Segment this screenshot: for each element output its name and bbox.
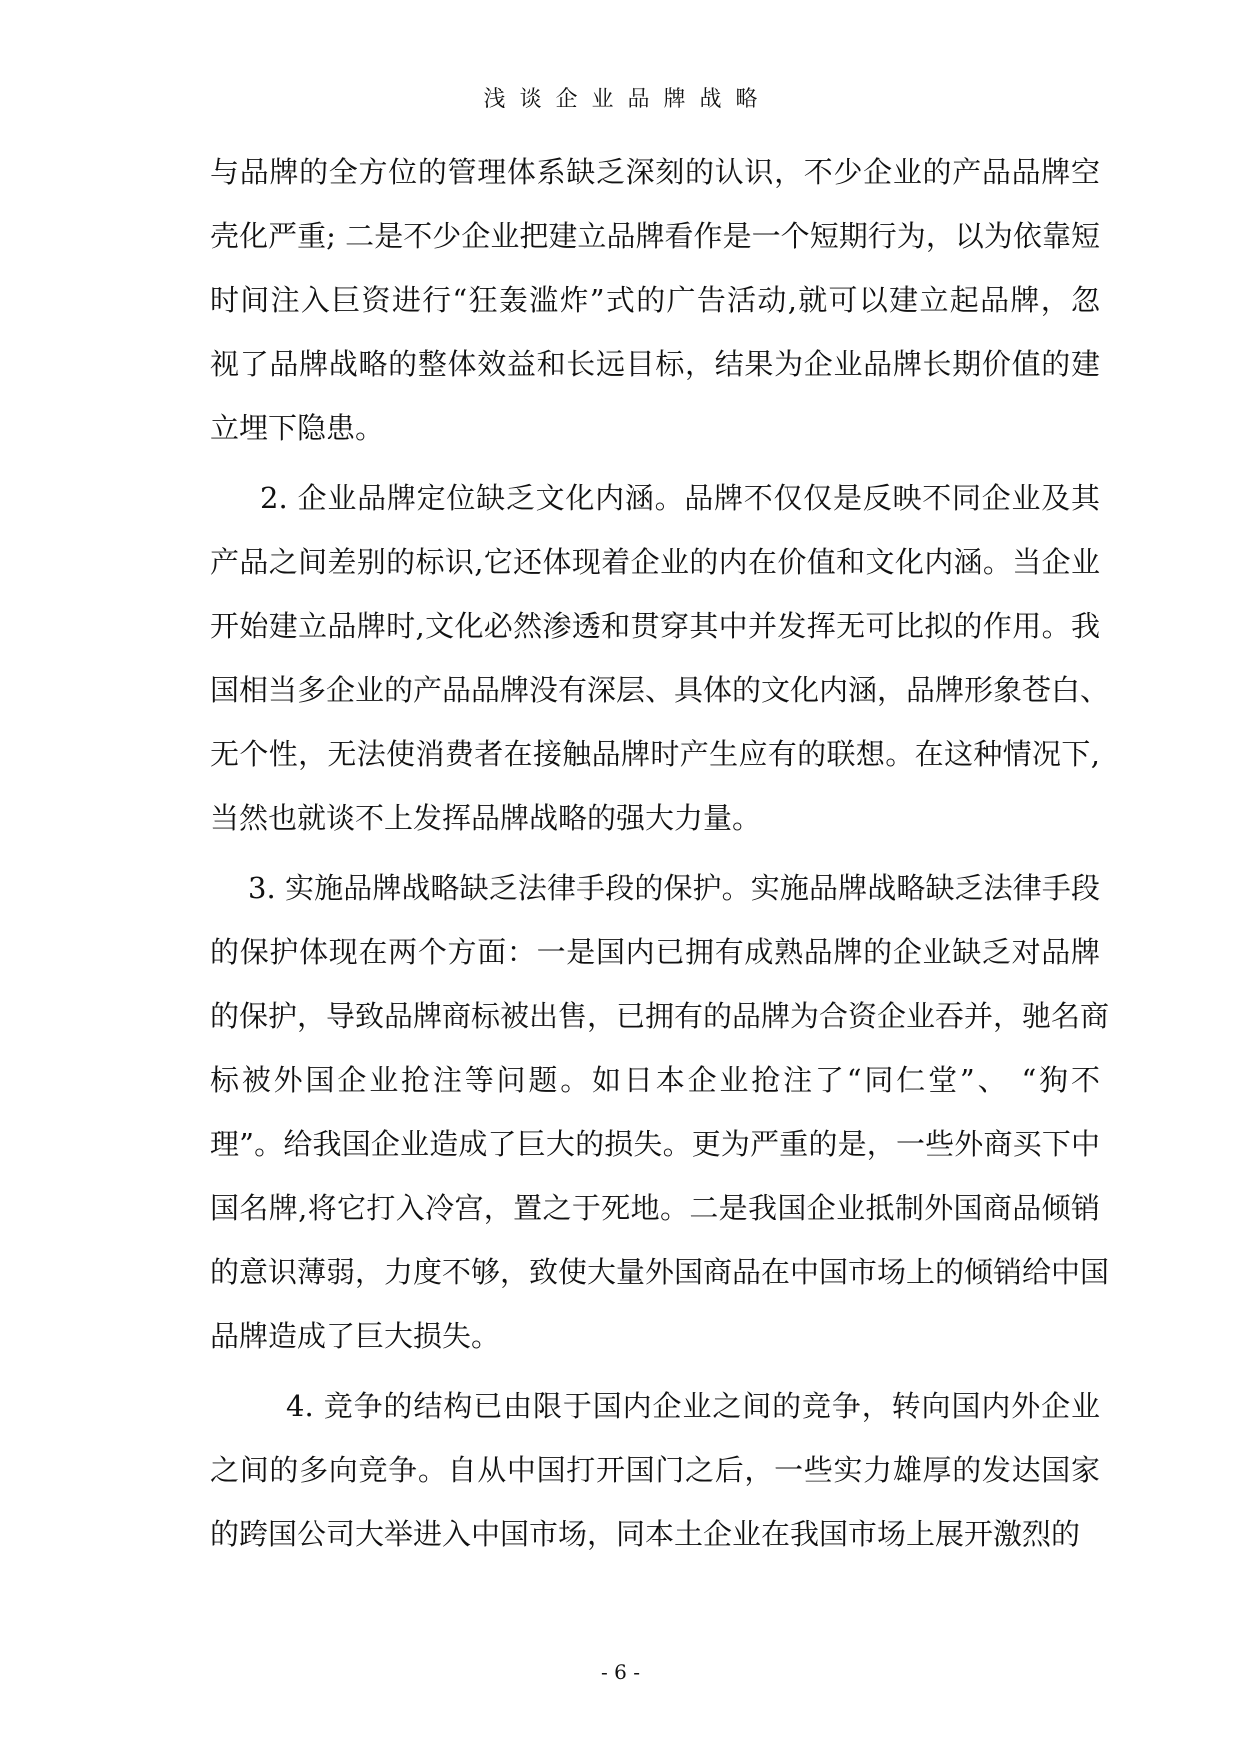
text-line: 国名牌,将它打入冷宫，置之于死地。二是我国企业抵制外国商品倾销: [210, 1191, 1100, 1225]
text-line: 的意识薄弱，力度不够，致使大量外国商品在中国市场上的倾销给中国: [210, 1255, 1110, 1289]
text-line: 3. 实施品牌战略缺乏法律手段的保护。实施品牌战略缺乏法律手段: [248, 871, 1100, 905]
paragraph-1: [210, 140, 1100, 460]
text-line: 开始建立品牌时,文化必然渗透和贯穿其中并发挥无可比拟的作用。我: [210, 609, 1100, 643]
text-line: 2. 企业品牌定位缺乏文化内涵。品牌不仅仅是反映不同企业及其: [260, 481, 1100, 515]
running-header: 浅谈企业品牌战略: [483, 87, 772, 112]
paragraph-4: [210, 1374, 1100, 1566]
text-line: 与品牌的全方位的管理体系缺乏深刻的认识，不少企业的产品品牌空: [210, 155, 1100, 189]
text-line: 产品之间差别的标识,它还体现着企业的内在价值和文化内涵。当企业: [210, 545, 1100, 579]
paragraph-3: [210, 856, 1110, 1368]
text-line: 时间注入巨资进行“狂轰滥炸”式的广告活动,就可以建立起品牌，忽: [210, 283, 1100, 317]
text-line: 国相当多企业的产品品牌没有深层、具体的文化内涵，品牌形象苍白、: [210, 673, 1110, 707]
text-line: 立埋下隐患。: [210, 411, 385, 445]
text-line: 当然也就谈不上发挥品牌战略的强大力量。: [210, 801, 762, 835]
paragraph-2: [210, 466, 1110, 850]
text-line: 无个性，无法使消费者在接触品牌时产生应有的联想。在这种情况下,: [210, 737, 1100, 771]
text-line: 视了品牌战略的整体效益和长远目标，结果为企业品牌长期价值的建: [210, 347, 1100, 381]
text-line: 标被外国企业抢注等问题。如日本企业抢注了“同仁堂”、 “狗不: [210, 1063, 1100, 1097]
text-line: 壳化严重; 二是不少企业把建立品牌看作是一个短期行为，以为依靠短: [210, 219, 1100, 253]
text-line: 之间的多向竞争。自从中国打开国门之后，一些实力雄厚的发达国家: [210, 1453, 1100, 1487]
text-line: 的跨国公司大举进入中国市场，同本土企业在我国市场上展开激烈的: [210, 1517, 1081, 1551]
text-line: 4. 竞争的结构已由限于国内企业之间的竞争，转向国内外企业: [286, 1389, 1100, 1423]
text-line: 的保护体现在两个方面：一是国内已拥有成熟品牌的企业缺乏对品牌: [210, 935, 1100, 969]
page-number: - 6 -: [601, 1660, 640, 1684]
text-line: 理”。给我国企业造成了巨大的损失。更为严重的是，一些外商买下中: [210, 1127, 1100, 1161]
text-line: 品牌造成了巨大损失。: [210, 1319, 501, 1353]
body-text: [210, 140, 1110, 1566]
text-line: 的保护，导致品牌商标被出售，已拥有的品牌为合资企业吞并，驰名商: [210, 999, 1110, 1033]
